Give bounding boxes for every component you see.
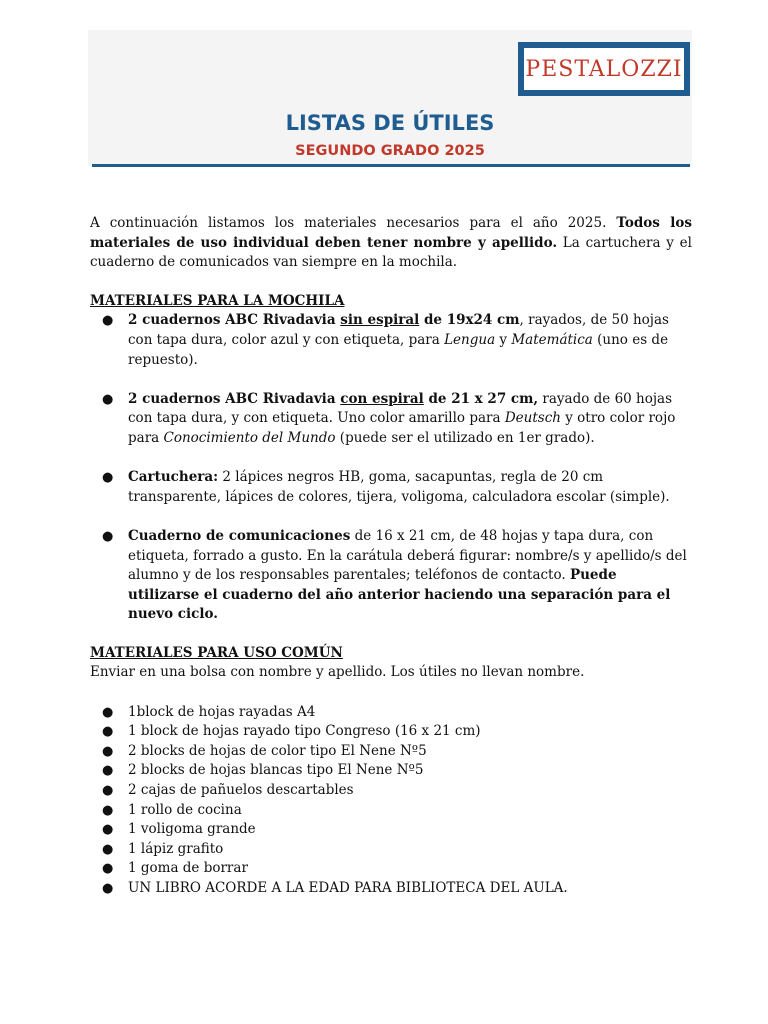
list-item: ● 1 lápiz grafito	[90, 840, 692, 860]
list-item	[90, 527, 692, 625]
list-item: ● 2 blocks de hojas de color tipo El Nene Nº5	[90, 742, 692, 762]
item-bold: 2 cuadernos ABC Rivadavia	[128, 312, 341, 329]
list-item	[90, 311, 692, 370]
list-item: ● UN LIBRO ACORDE A LA EDAD PARA BIBLIOTECA DEL AULA.	[90, 879, 692, 899]
item-text: 2 lápices negros HB, goma, sacapuntas, regla de 20 cm transparente, lápices de colores, tijera, voligoma, calculadora escolar (simple).	[128, 469, 670, 505]
list-item: ● 1 rollo de cocina	[90, 801, 692, 821]
list-item: ● 1 voligoma grande	[90, 820, 692, 840]
item-text: (uno es de repuesto).	[128, 331, 669, 368]
list-item	[90, 468, 692, 507]
page-title: LISTAS DE ÚTILES	[285, 111, 495, 135]
list-item: ● 1 goma de borrar	[90, 859, 692, 879]
intro-text-end: La cartuchera y el cuaderno de comunicados van siempre en la mochila.	[90, 234, 692, 271]
list-item: ● 2 cajas de pañuelos descartables	[90, 781, 692, 801]
list-item: ● 1block de hojas rayadas A4	[90, 703, 692, 723]
pestalozzi-logo	[518, 42, 690, 96]
item-bold: 2 cuadernos ABC Rivadavia	[128, 390, 341, 407]
document-body	[90, 214, 692, 899]
mochila-list	[90, 311, 692, 625]
item-bold: de 21 x 27 cm,	[423, 390, 539, 407]
item-bold: Cuaderno de comunicaciones	[128, 527, 351, 544]
item-text: , rayados, de 50 hojas con tapa dura, color azul y con etiqueta, para	[128, 312, 669, 348]
item-italic: Conocimiento del Mundo	[163, 429, 336, 446]
list-item	[90, 390, 692, 449]
item-text: y	[495, 331, 512, 348]
item-text: de 16 x 21 cm, de 48 hojas y tapa dura, con etiqueta, forrado a gusto. En la carátula deberá figurar: nombre/s y apellido/s del alumno y de los responsables parentales; teléfonos de contacto.	[128, 527, 687, 584]
section-title-comun: MATERIALES PARA USO COMÚN	[90, 644, 343, 661]
list-item: ● 2 blocks de hojas blancas tipo El Nene Nº5	[90, 761, 692, 781]
item-italic: Matemática	[511, 331, 593, 348]
item-underline: con espiral	[340, 390, 424, 407]
comun-note: Enviar en una bolsa con nombre y apellido. Los útiles no llevan nombre.	[90, 664, 585, 681]
item-bold: Cartuchera:	[128, 469, 219, 486]
intro-text: A continuación listamos los materiales necesarios para el año 2025.	[90, 215, 617, 231]
item-underline: sin espiral	[340, 312, 420, 329]
page-subtitle: SEGUNDO GRADO 2025	[295, 143, 485, 159]
item-text: y otro color rojo para	[128, 410, 676, 446]
item-text: (puede ser el utilizado en 1er grado).	[335, 429, 595, 446]
item-text: rayado de 60 hojas con tapa dura, y con etiqueta. Uno color amarillo para	[128, 390, 673, 427]
item-italic: Deutsch	[504, 410, 561, 427]
intro-paragraph	[90, 214, 692, 273]
list-item: ● 1 block de hojas rayado tipo Congreso (16 x 21 cm)	[90, 722, 692, 742]
logo-inner	[524, 48, 684, 90]
item-bold: de 19x24 cm	[419, 312, 520, 329]
intro-bold: Todos los materiales de uso individual deben tener nombre y apellido.	[90, 215, 692, 251]
item-italic: Lengua	[444, 331, 496, 348]
logo-text: PESTALOZZI	[525, 56, 683, 82]
comun-list	[90, 703, 692, 899]
section-title-mochila: MATERIALES PARA LA MOCHILA	[90, 292, 345, 309]
header-divider	[92, 164, 690, 167]
item-bold: Puede utilizarse el cuaderno del año anterior haciendo una separación para el nuevo ciclo.	[128, 567, 671, 623]
